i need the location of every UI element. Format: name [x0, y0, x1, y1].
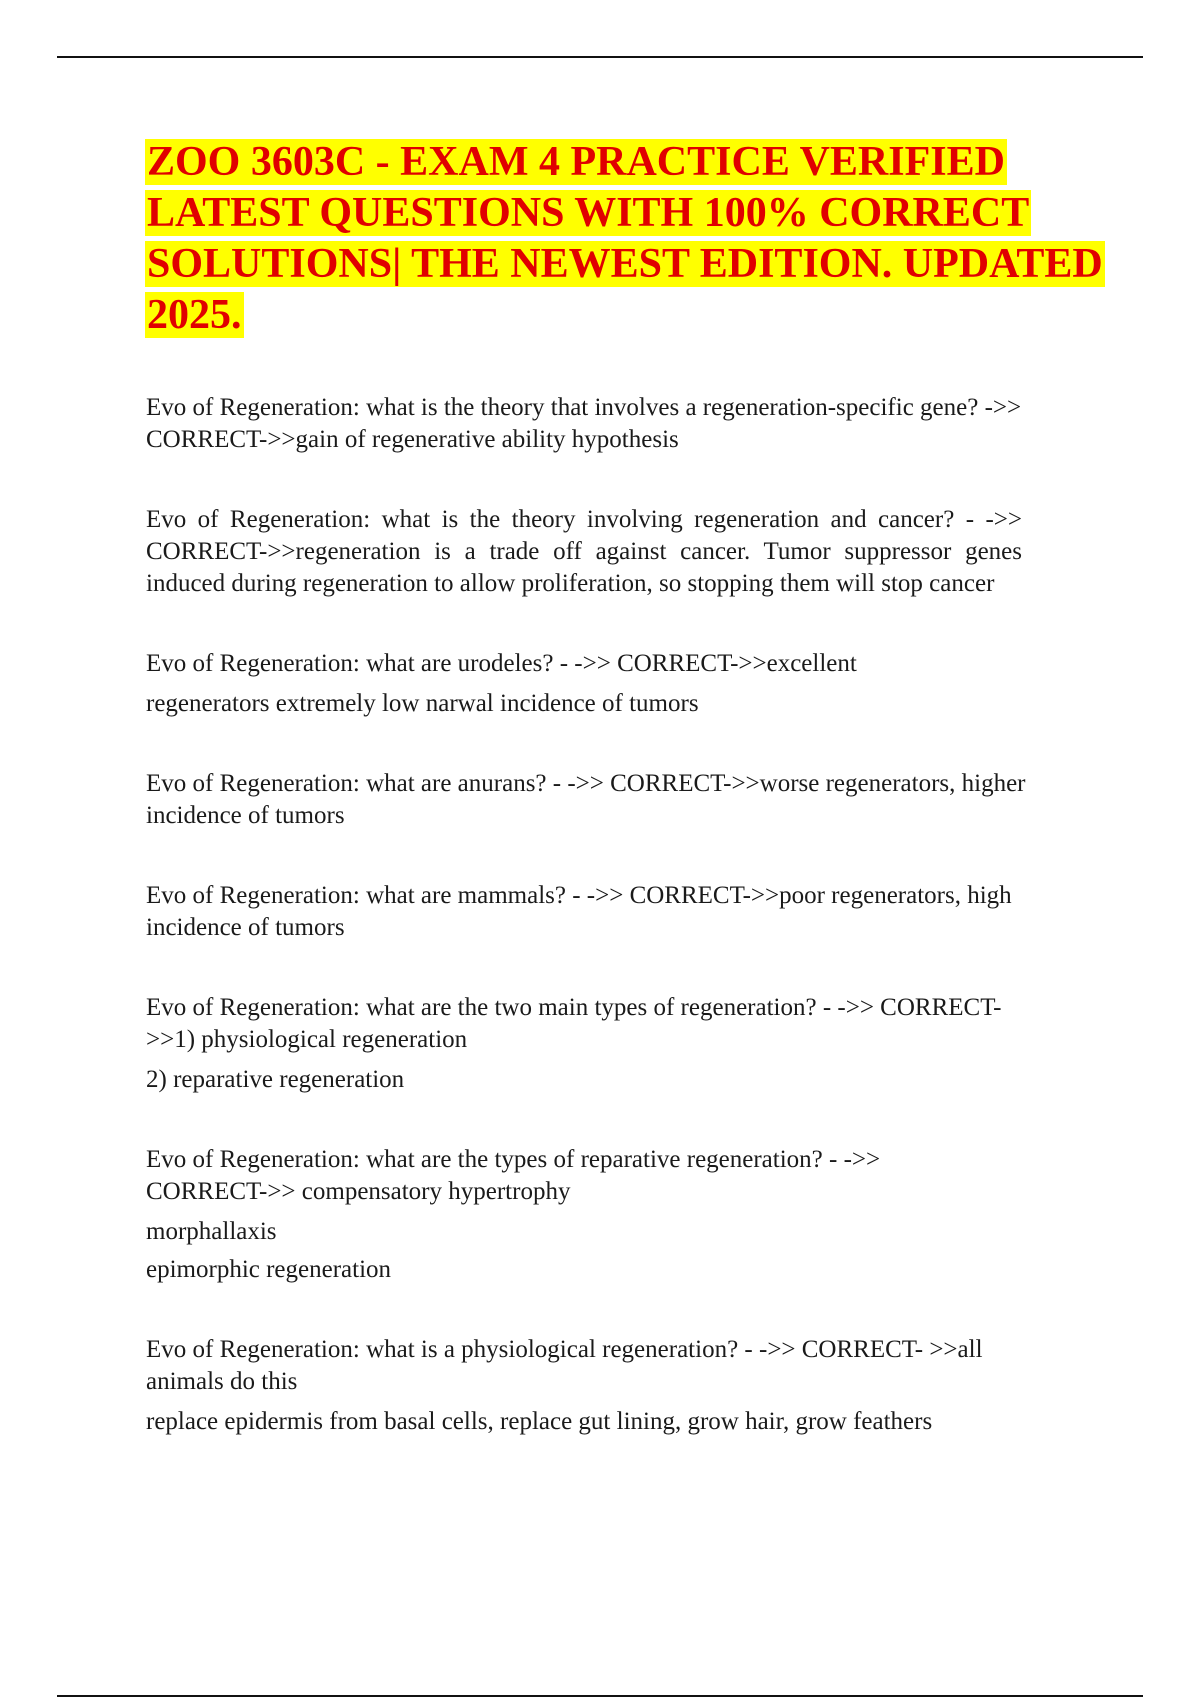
qa-item — [146, 1144, 1086, 1286]
qa-text: Evo of Regeneration: what are the two main types of regeneration? - ->> CORRECT->>1) physiological regeneration — [146, 994, 1002, 1053]
qa-extra-line: replace epidermis from basal cells, replace gut lining, grow hair, grow feathers — [146, 1408, 933, 1435]
qa-list — [146, 392, 1086, 1438]
qa-extra-line: morphallaxis — [146, 1218, 277, 1245]
qa-text: Evo of Regeneration: what are the types of reparative regeneration? - ->> CORRECT->> compensatory hypertrophy — [146, 1146, 881, 1205]
qa-text: Evo of Regeneration: what is the theory involving regeneration and cancer? - ->> CORRECT->>regeneration is a trade off against cancer. Tumor suppressor genes induced during regeneration to allow proliferation, so stopping them will stop cancer — [146, 506, 1022, 597]
qa-item — [146, 504, 1086, 600]
qa-text: Evo of Regeneration: what are urodeles? - ->> CORRECT->>excellent — [146, 650, 857, 677]
bottom-rule — [57, 1695, 1143, 1697]
title-highlight: ZOO 3603C - EXAM 4 PRACTICE VERIFIED LATEST QUESTIONS WITH 100% CORRECT SOLUTIONS| THE NEWEST EDITION. UPDATED 2025. — [147, 139, 1103, 338]
qa-item — [146, 992, 1086, 1096]
document-title — [145, 137, 1105, 341]
qa-text: Evo of Regeneration: what are mammals? - ->> CORRECT->>poor regenerators, high incidence of tumors — [146, 882, 1012, 941]
qa-extra-line: 2) reparative regeneration — [146, 1066, 405, 1093]
qa-extra-line: epimorphic regeneration — [146, 1256, 392, 1283]
qa-item — [146, 1334, 1086, 1438]
qa-item — [146, 392, 1086, 456]
top-rule — [57, 56, 1143, 58]
qa-text: Evo of Regeneration: what is a physiological regeneration? - ->> CORRECT- >>all animals do this — [146, 1336, 983, 1395]
qa-item — [146, 880, 1086, 944]
qa-text: Evo of Regeneration: what are anurans? - ->> CORRECT->>worse regenerators, higher incidence of tumors — [146, 770, 1026, 829]
qa-item — [146, 768, 1086, 832]
qa-extra-line: regenerators extremely low narwal incidence of tumors — [146, 690, 699, 717]
qa-item — [146, 648, 1086, 720]
qa-text: Evo of Regeneration: what is the theory that involves a regeneration-specific gene? ->> CORRECT->>gain of regenerative ability hypothesis — [146, 394, 1022, 453]
